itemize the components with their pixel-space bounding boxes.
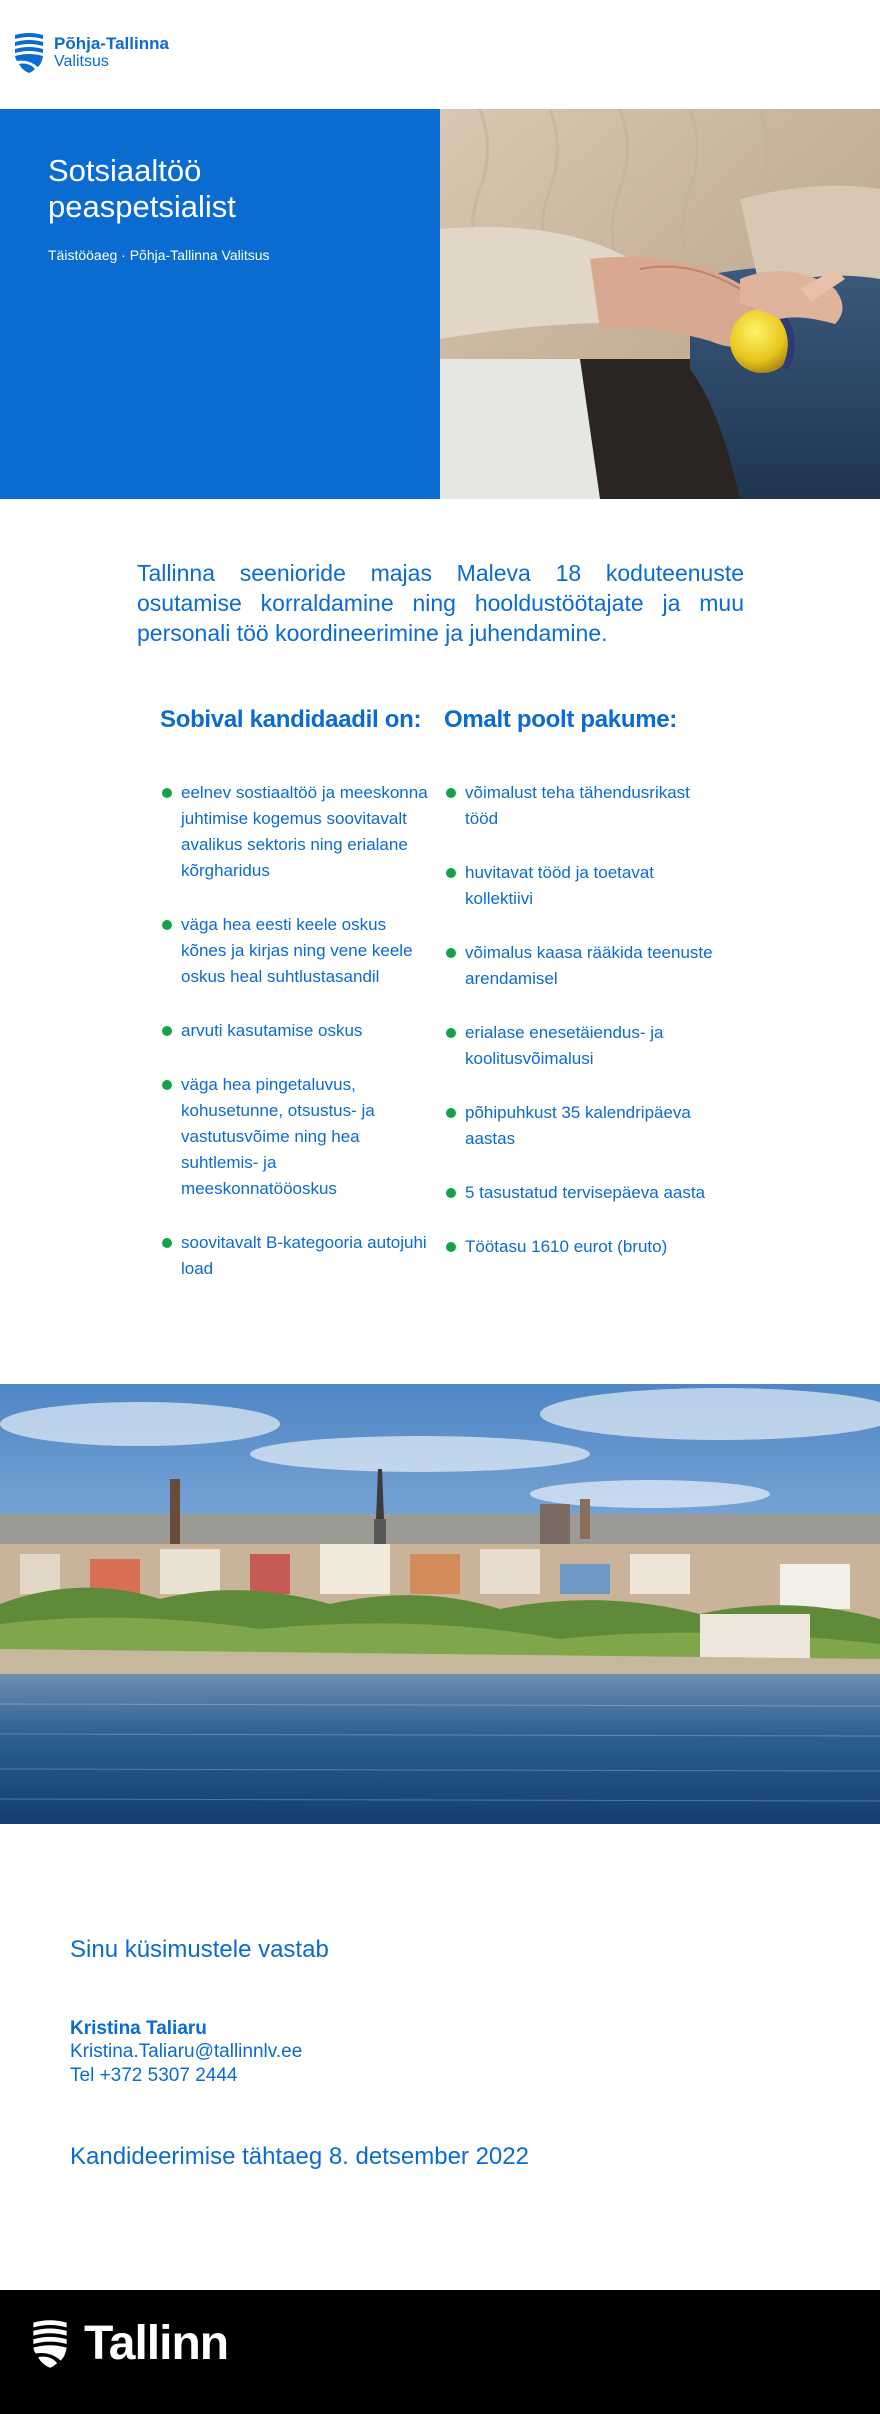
requirements-list	[160, 780, 430, 1282]
bullet-icon	[162, 788, 172, 798]
bullet-icon	[446, 868, 456, 878]
bullet-icon	[446, 788, 456, 798]
bullet-icon	[446, 1028, 456, 1038]
requirements-section	[160, 706, 430, 1310]
bullet-icon	[162, 1026, 172, 1036]
tallinn-crest-icon	[32, 2319, 68, 2369]
bullet-icon	[162, 1080, 172, 1090]
list-item: 5 tasustatud tervisepäeva aasta	[444, 1180, 714, 1206]
elderly-hands-with-ball-photo	[440, 109, 880, 499]
footer-wordmark: Tallinn	[84, 2317, 229, 2370]
contact-name: Kristina Taliaru	[70, 2018, 207, 2039]
bullet-icon	[162, 920, 172, 930]
contact-email-link[interactable]: Kristina.Taliaru@tallinnlv.ee	[70, 2041, 303, 2062]
contact-phone[interactable]: Tel +372 5307 2444	[70, 2065, 238, 2086]
bullet-icon	[162, 1238, 172, 1248]
contact-section	[70, 1936, 770, 2088]
offer-heading: Omalt poolt pakume:	[444, 706, 677, 733]
job-title	[48, 153, 392, 225]
bullet-icon	[446, 1188, 456, 1198]
contact-heading: Sinu küsimustele vastab	[70, 1936, 329, 1963]
header	[0, 0, 880, 109]
hero-text-panel	[0, 109, 440, 499]
brand-name-line2: Valitsus	[54, 53, 109, 70]
offer-list	[444, 780, 714, 1260]
list-item: väga hea pingetaluvus, kohusetunne, otsustus- ja vastutusvõime ning hea suhtlemis- ja meeskonnatööoskus	[160, 1072, 430, 1202]
list-item: soovitavalt B-kategooria autojuhi load	[160, 1230, 430, 1282]
brand-logo[interactable]	[14, 32, 169, 74]
tallinn-skyline-photo	[0, 1384, 880, 1824]
list-item: võimalust teha tähendusrikast tööd	[444, 780, 714, 832]
requirements-heading: Sobival kandidaadil on:	[160, 706, 422, 733]
bullet-icon	[446, 1242, 456, 1252]
job-description: Tallinna seenioride majas Maleva 18 koduteenuste osutamise korraldamine ning hooldustöötajate ja muu personali töö koordineerimine ja juhendamine.	[137, 560, 744, 646]
brand-name-line1: Põhja-Tallinna	[54, 34, 169, 53]
list-item: huvitavat tööd ja toetavat kollektiivi	[444, 860, 714, 912]
offer-section	[444, 706, 714, 1288]
list-item: väga hea eesti keele oskus kõnes ja kirjas ning vene keele oskus heal suhtlustasandil	[160, 912, 430, 990]
list-item: eelnev sostiaaltöö ja meeskonna juhtimise kogemus soovitavalt avalikus sektoris ning erialane kõrgharidus	[160, 780, 430, 884]
list-item: põhipuhkust 35 kalendripäeva aastas	[444, 1100, 714, 1152]
job-title-line1: Sotsiaaltöö	[48, 153, 202, 188]
bullet-icon	[446, 1108, 456, 1118]
job-title-line2: peaspetsialist	[48, 189, 236, 224]
application-deadline: Kandideerimise tähtaeg 8. detsember 2022	[70, 2143, 529, 2170]
tallinn-crest-icon	[14, 32, 44, 74]
footer	[0, 2290, 880, 2414]
bullet-icon	[446, 948, 456, 958]
footer-logo[interactable]	[32, 2316, 228, 2371]
list-item: erialase enesetäiendus- ja koolitusvõimalusi	[444, 1020, 714, 1072]
list-item: arvuti kasutamise oskus	[160, 1018, 430, 1044]
hero-banner	[0, 109, 880, 499]
list-item: võimalus kaasa rääkida teenuste arendamisel	[444, 940, 714, 992]
job-subtitle: Täistööaeg · Põhja-Tallinna Valitsus	[48, 247, 270, 263]
list-item: Töötasu 1610 eurot (bruto)	[444, 1234, 714, 1260]
